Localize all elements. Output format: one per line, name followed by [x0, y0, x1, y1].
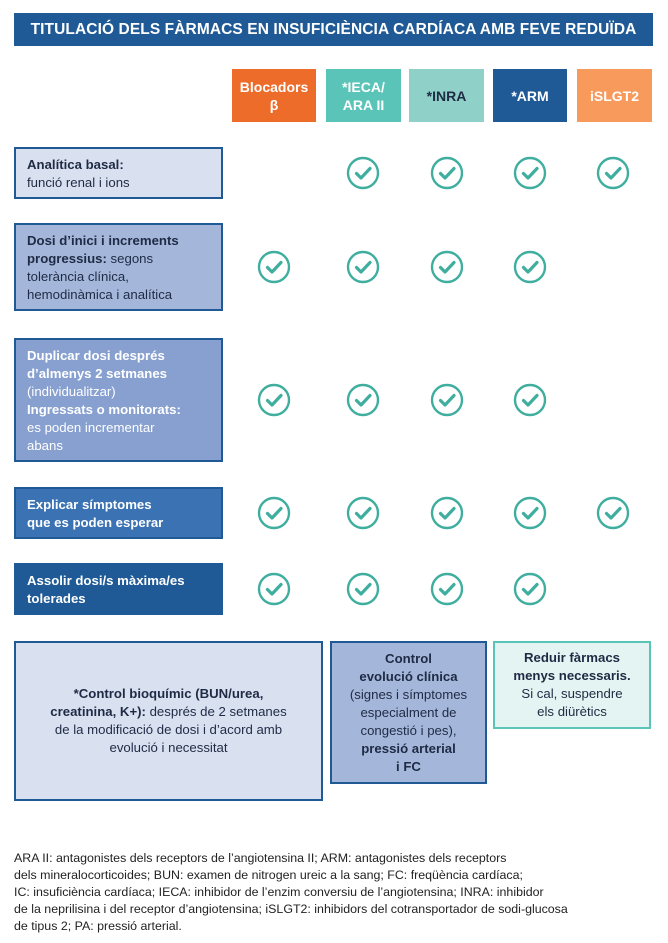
text-line	[27, 590, 211, 608]
text-segment: evolució i necessitat	[109, 740, 228, 755]
text-line	[27, 232, 211, 250]
check-icon	[257, 383, 291, 417]
text-segment: després de 2 setmanes	[145, 704, 287, 719]
text-segment: creatinina, K+):	[50, 704, 146, 719]
text-segment: menys necessaris.	[513, 668, 631, 683]
column-header: *INRA	[409, 69, 484, 122]
text-segment: i FC	[396, 758, 421, 774]
text-segment: Reduir fàrmacs	[523, 650, 620, 665]
row-label	[14, 338, 223, 462]
column-header: Blocadors β	[232, 69, 316, 122]
text-segment: (signes i símptomes	[349, 686, 468, 702]
check-icon	[513, 156, 547, 190]
row-label	[14, 563, 223, 615]
check-icon	[257, 496, 291, 530]
check-icon	[513, 250, 547, 284]
text-segment: progressius:	[27, 250, 107, 266]
check-icon	[257, 572, 291, 606]
check-icon	[430, 250, 464, 284]
text-segment: tolerades	[27, 590, 86, 606]
text-line	[27, 401, 211, 419]
check-icon	[430, 383, 464, 417]
check-icon	[430, 156, 464, 190]
check-icon	[513, 383, 547, 417]
check-icon	[257, 250, 291, 284]
footnote-line: de tipus 2; PA: pressió arterial.	[14, 919, 182, 933]
text-line	[521, 685, 622, 703]
text-segment: que es poden esperar	[27, 514, 164, 530]
text-segment: *Control bioquímic (BUN/urea,	[73, 686, 264, 701]
column-header: *IECA/ ARA II	[326, 69, 401, 122]
text-segment: Si cal, suspendre	[521, 686, 623, 701]
text-line	[27, 156, 211, 174]
text-line	[27, 347, 211, 365]
text-line	[350, 686, 467, 704]
text-segment: (individualitzar)	[27, 383, 116, 399]
reduce-drugs-box	[493, 641, 651, 729]
text-line	[27, 250, 211, 268]
text-line	[396, 758, 421, 776]
text-line	[27, 383, 211, 401]
text-segment: de la modificació de dosi i d’acord amb	[54, 722, 283, 737]
text-line	[27, 268, 211, 286]
text-segment: evolució clínica	[359, 668, 458, 684]
text-line	[50, 703, 286, 721]
text-segment: hemodinàmica i analítica	[27, 286, 173, 302]
check-icon	[596, 496, 630, 530]
column-header: iSLGT2	[577, 69, 652, 122]
text-segment: es poden incrementar	[27, 419, 155, 435]
text-segment: Duplicar dosi després	[27, 347, 165, 363]
text-line	[361, 740, 456, 758]
text-line	[109, 739, 227, 757]
text-line	[360, 704, 456, 722]
check-icon	[430, 572, 464, 606]
biochemical-control-box	[14, 641, 323, 801]
row-label	[14, 223, 223, 311]
text-segment: els diürètics	[537, 704, 607, 719]
page-title: TITULACIÓ DELS FÀRMACS EN INSUFICIÈNCIA CARDÍACA AMB FEVE REDUÏDA	[14, 13, 653, 46]
check-icon	[346, 383, 380, 417]
footnote-line: IC: insuficiència cardíaca; IECA: inhibidor de l’enzim conversiu de l’angiotensina; INRA: inhibidor	[14, 885, 544, 899]
clinical-control-box	[330, 641, 487, 784]
text-segment: Assolir dosi/s màxima/es	[27, 572, 185, 588]
check-icon	[513, 572, 547, 606]
text-line	[385, 650, 432, 668]
column-header: *ARM	[493, 69, 567, 122]
footnote-line: dels mineralocorticoides; BUN: examen de nitrogen ureic a la sang; FC: freqüència cardíaca;	[14, 868, 523, 882]
check-icon	[513, 496, 547, 530]
text-line	[55, 721, 282, 739]
text-line	[27, 365, 211, 383]
text-segment: funció renal i ions	[27, 174, 130, 190]
text-line	[513, 667, 630, 685]
check-icon	[346, 156, 380, 190]
text-segment: d’almenys 2 setmanes	[27, 365, 168, 381]
row-label	[14, 487, 223, 539]
check-icon	[430, 496, 464, 530]
text-segment: segons	[106, 250, 154, 266]
check-icon	[346, 496, 380, 530]
text-line	[74, 685, 264, 703]
text-line	[360, 722, 456, 740]
text-segment: Control	[385, 650, 432, 666]
text-segment: Explicar símptomes	[27, 496, 152, 512]
check-icon	[346, 250, 380, 284]
text-segment: especialment de	[360, 704, 457, 720]
text-line	[27, 286, 211, 304]
text-line	[27, 514, 211, 532]
footnote-line: ARA II: antagonistes dels receptors de l’angiotensina II; ARM: antagonistes dels receptors	[14, 851, 507, 865]
text-segment: Dosi d’inici i increments	[27, 232, 179, 248]
text-segment: tolerància clínica,	[27, 268, 129, 284]
text-segment: Analítica basal:	[27, 156, 124, 172]
text-line	[27, 496, 211, 514]
text-line	[359, 668, 457, 686]
text-line	[27, 572, 211, 590]
check-icon	[596, 156, 630, 190]
text-segment: abans	[27, 437, 63, 453]
text-line	[524, 649, 620, 667]
text-segment: congestió i pes),	[360, 722, 457, 738]
row-label	[14, 147, 223, 199]
check-icon	[346, 572, 380, 606]
text-line	[27, 174, 211, 192]
text-segment: Ingressats o monitorats:	[27, 401, 181, 417]
footnote-line: de la neprilisina i del receptor d’angiotensina; iSLGT2: inhibidors del cotransportador de sodi-glucosa	[14, 902, 568, 916]
text-line	[537, 703, 607, 721]
text-segment: pressió arterial	[361, 740, 456, 756]
footnote	[14, 850, 654, 935]
text-line	[27, 419, 211, 437]
text-line	[27, 437, 211, 455]
